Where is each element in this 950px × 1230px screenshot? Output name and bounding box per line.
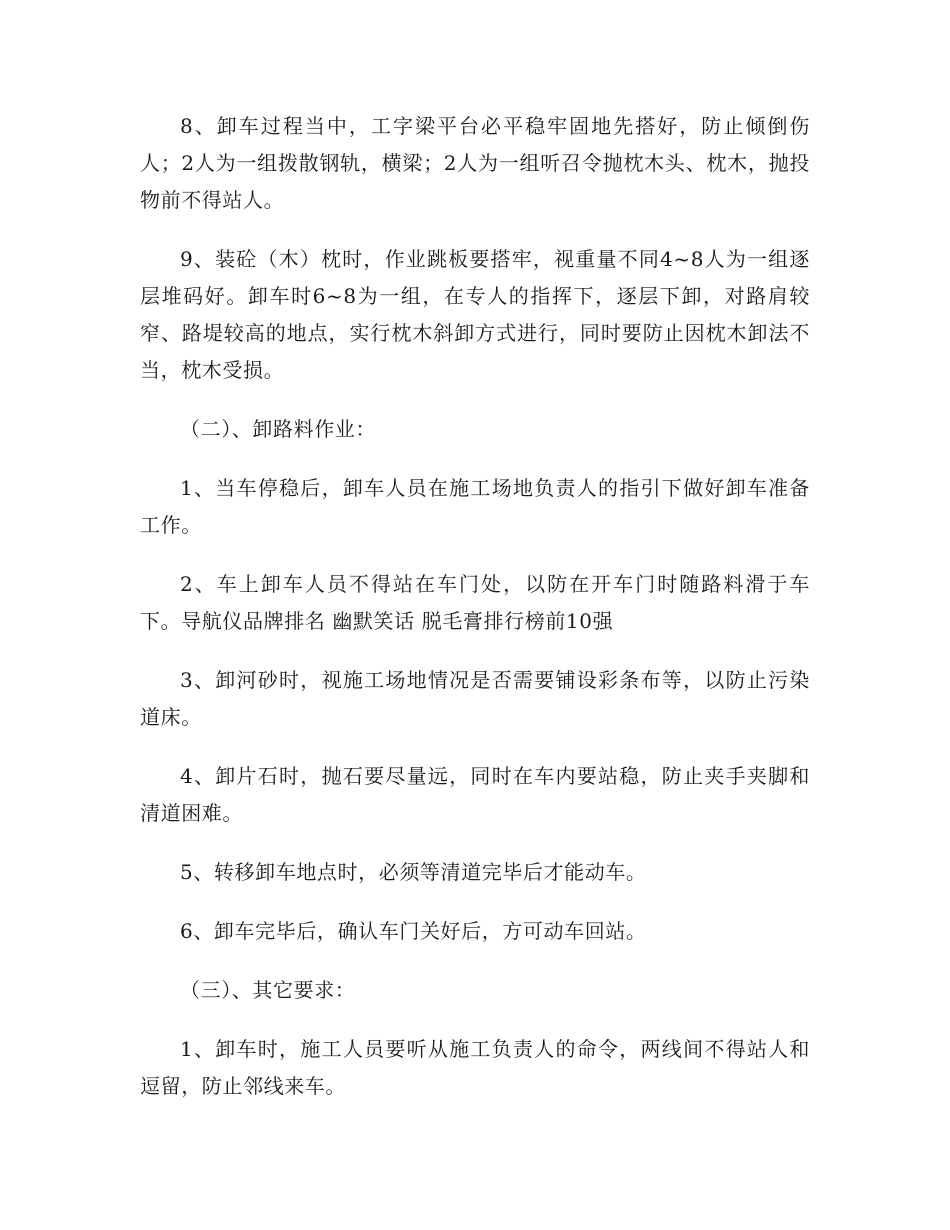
- paragraph-8-unloading-platform: 8、卸车过程当中，工字梁平台必平稳牢固地先搭好，防止倾倒伤人；2人为一组拨散钢轨，横梁；2人为一组听召令抛枕木头、枕木，抛投物前不得站人。: [140, 114, 810, 212]
- paragraph-1-commands: 1、卸车时，施工人员要听从施工负责人的命令，两线间不得站人和逗留，防止邻线来车。: [140, 1037, 810, 1098]
- paragraph-3-river-sand: 3、卸河砂时，视施工场地情况是否需要铺设彩条布等，以防止污染道床。: [140, 668, 810, 729]
- document-body: [140, 108, 810, 1127]
- paragraph-1-preparation: 1、当车停稳后，卸车人员在施工场地负责人的指引下做好卸车准备工作。: [140, 476, 810, 537]
- paragraph-5-relocation: 5、转移卸车地点时，必须等清道完毕后才能动车。: [180, 860, 647, 884]
- section-heading-other-requirements: （三）、其它要求：: [180, 978, 356, 1002]
- paragraph-6-completion: 6、卸车完毕后，确认车门关好后，方可动车回站。: [180, 919, 647, 943]
- section-heading-unloading-materials: （二）、卸路料作业：: [180, 417, 376, 441]
- paragraph-2-door-safety: 2、车上卸车人员不得站在车门处，以防在开车门时随路料滑于车下。导航仪品牌排名 幽默笑话 脱毛膏排行榜前10强: [140, 572, 810, 633]
- paragraph-9-sleeper-loading: 9、装砼（木）枕时，作业跳板要搭牢，视重量不同4~8人为一组逐层堆码好。卸车时6~8为一组，在专人的指挥下，逐层下卸，对路肩较窄、路堤较高的地点，实行枕木斜卸方式进行，同时要防止因枕木卸法不当，枕木受损。: [140, 247, 810, 382]
- paragraph-4-rubble-stone: 4、卸片石时，抛石要尽量远，同时在车内要站稳，防止夹手夹脚和清道困难。: [140, 764, 810, 825]
